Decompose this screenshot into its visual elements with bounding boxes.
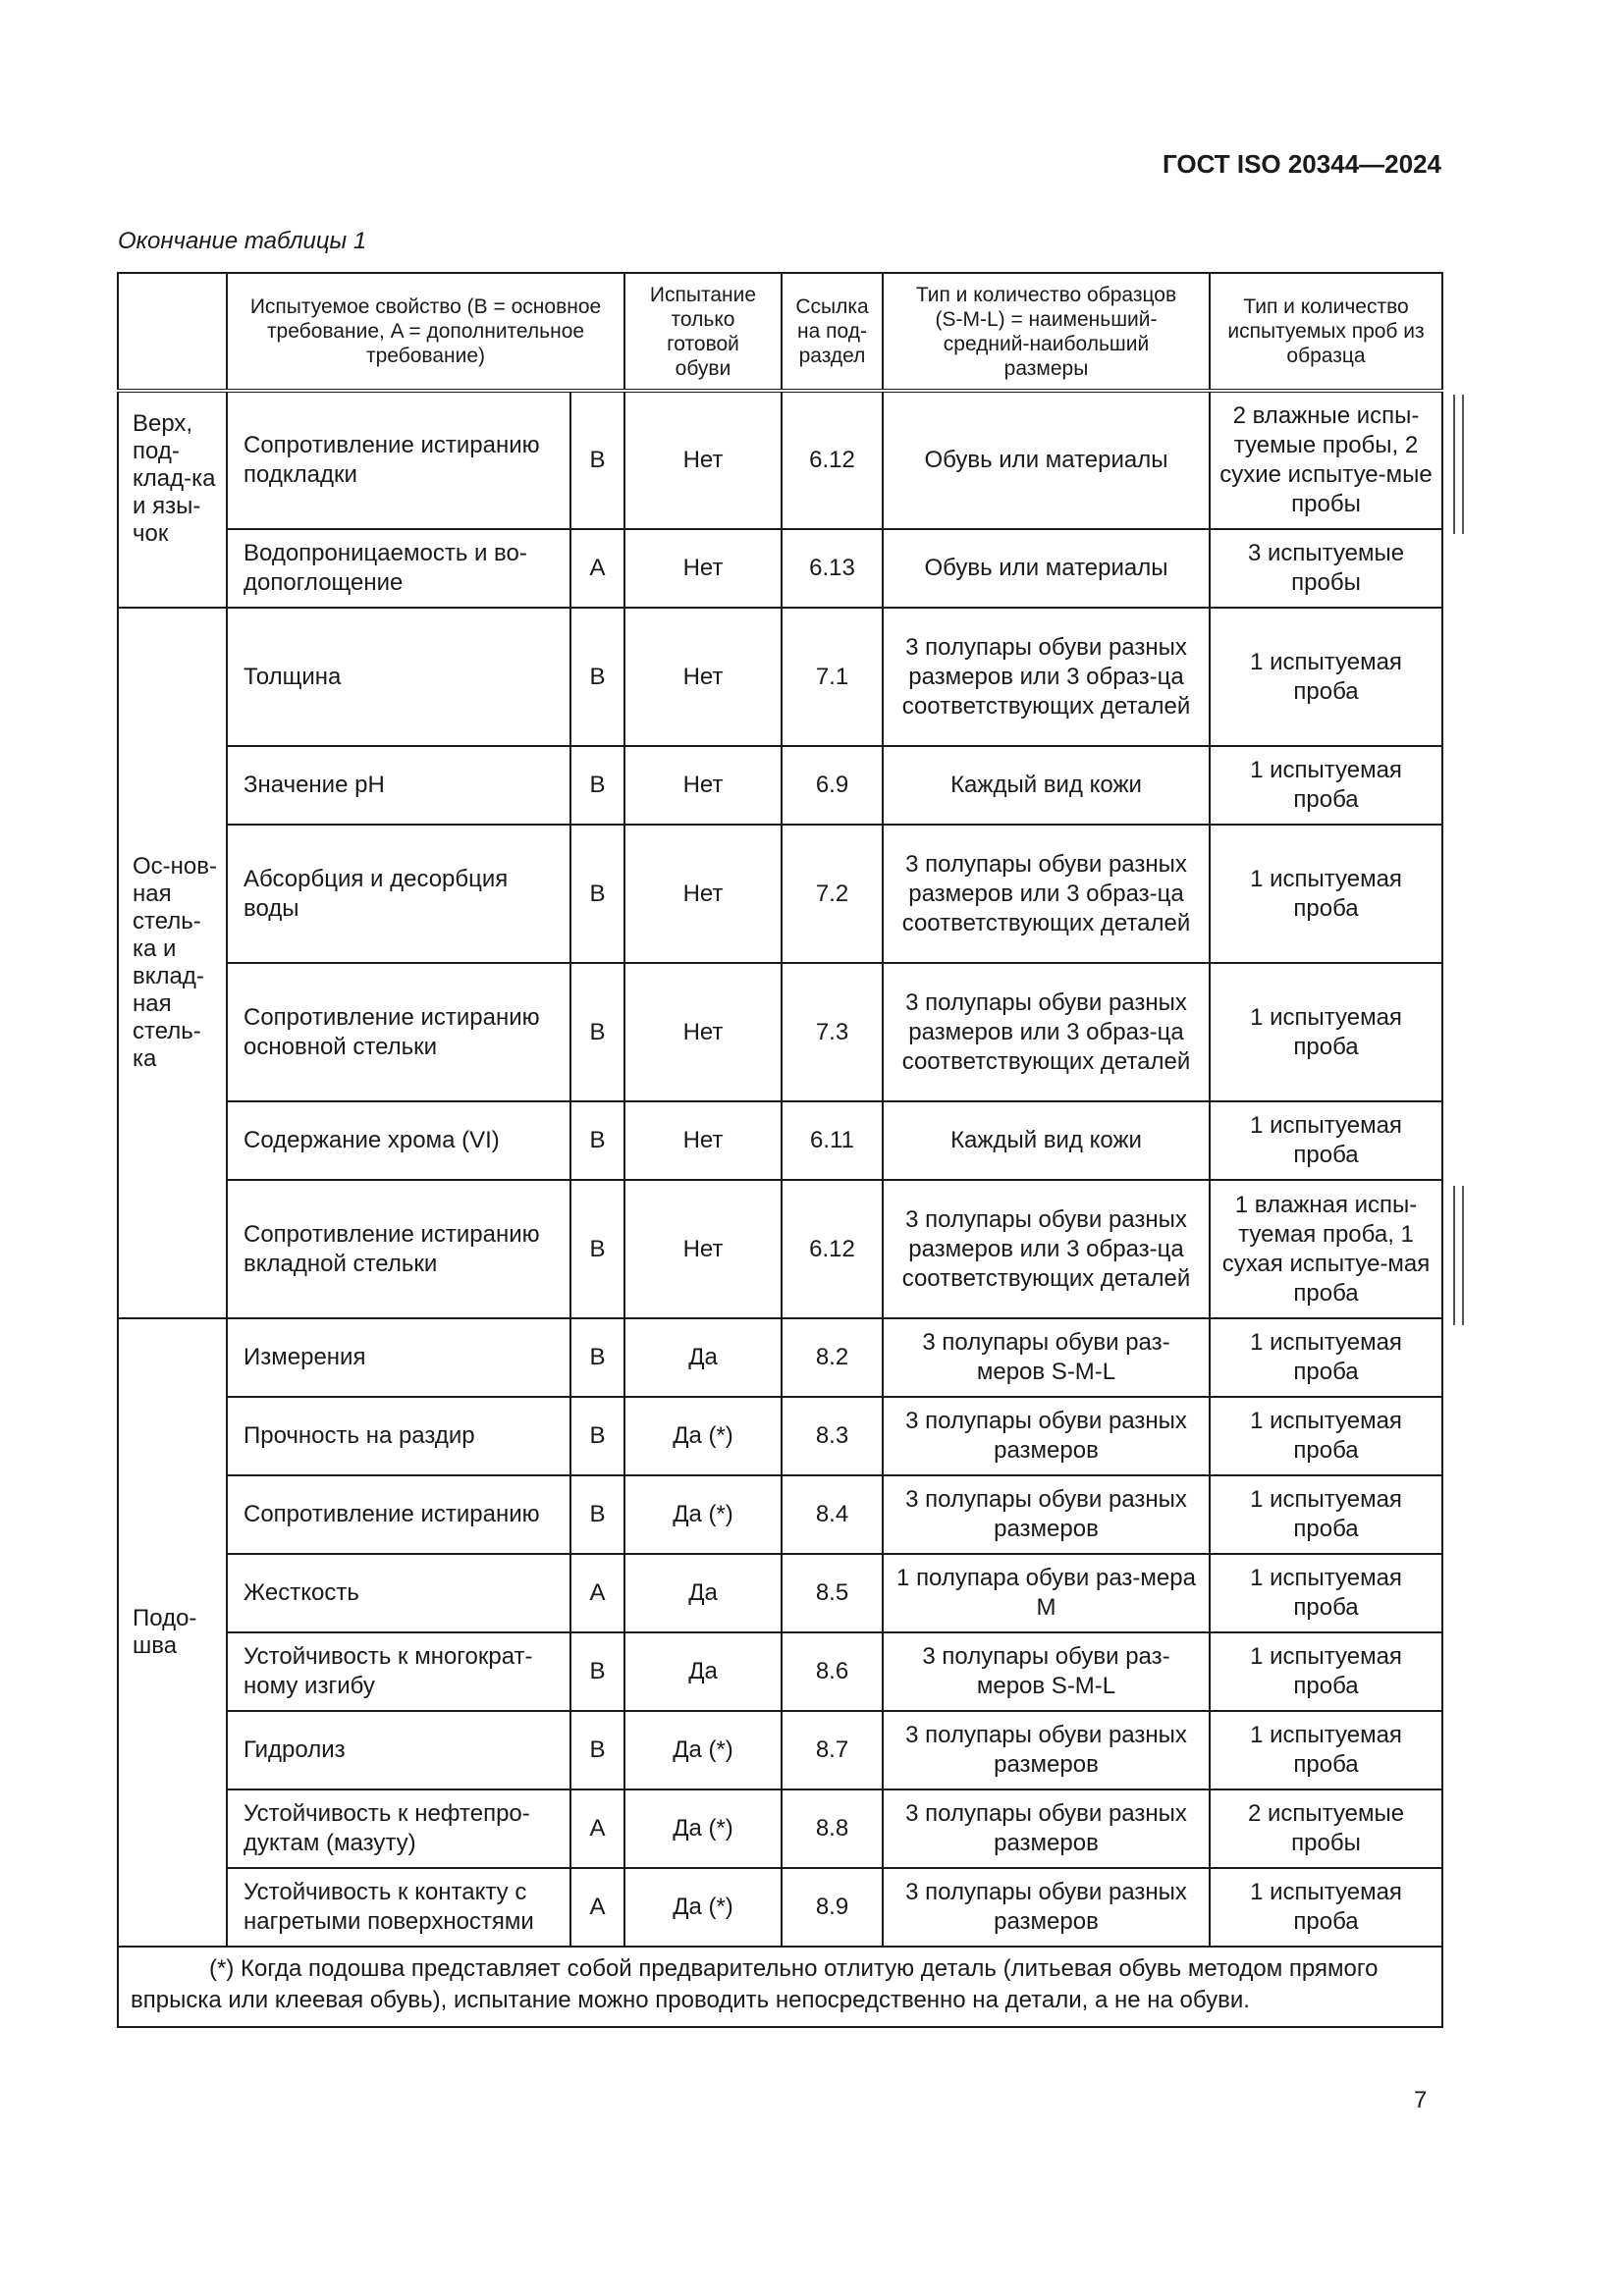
group-label-upper: Верх, под-клад-ка и язы-чок: [118, 391, 227, 608]
pieces-cell: 2 испытуемые пробы: [1210, 1789, 1442, 1868]
samples-cell: Каждый вид кожи: [883, 746, 1210, 825]
table-row: [118, 1711, 1442, 1789]
table-caption: Окончание таблицы 1: [118, 228, 367, 254]
group-label-insole: Ос-нов-ная стель-ка и вклад-ная стель-ка: [118, 608, 227, 1318]
header-test-pieces: Тип и количество испытуемых проб из образца: [1210, 273, 1442, 391]
subsection-cell: 6.12: [782, 1180, 883, 1318]
pieces-cell: 1 испытуемая проба: [1210, 1711, 1442, 1789]
samples-cell: 3 полупары обуви разных размеров: [883, 1711, 1210, 1789]
table-row: [118, 1318, 1442, 1397]
requirements-table: [117, 272, 1443, 2028]
subsection-cell: 8.3: [782, 1397, 883, 1475]
table-row: [118, 1397, 1442, 1475]
table-row: [118, 1554, 1442, 1632]
footnote-row: [118, 1947, 1442, 2027]
table-row: [118, 1868, 1442, 1947]
page-number: 7: [1414, 2087, 1428, 2113]
header-sample-type: Тип и количество образцов (S-M-L) = наименьший-средний-наибольший размеры: [883, 273, 1210, 391]
finished-only-cell: Нет: [624, 608, 782, 746]
table-row: [118, 1101, 1442, 1180]
subsection-cell: 8.9: [782, 1868, 883, 1947]
subsection-cell: 8.6: [782, 1632, 883, 1711]
finished-only-cell: Нет: [624, 391, 782, 529]
property-cell: Толщина: [227, 608, 570, 746]
finished-only-cell: Да: [624, 1554, 782, 1632]
standard-header: ГОСТ ISO 20344—2024: [1162, 149, 1441, 179]
requirement-cell: B: [570, 1180, 624, 1318]
samples-cell: 3 полупары обуви разных размеров: [883, 1789, 1210, 1868]
requirement-cell: B: [570, 963, 624, 1101]
revision-marker: [1453, 395, 1464, 534]
requirement-cell: B: [570, 1318, 624, 1397]
samples-cell: 3 полупары обуви разных размеров или 3 образ-ца соответствующих деталей: [883, 963, 1210, 1101]
finished-only-cell: Да (*): [624, 1868, 782, 1947]
table-row: [118, 746, 1442, 825]
subsection-cell: 6.9: [782, 746, 883, 825]
requirement-cell: B: [570, 746, 624, 825]
property-cell: Гидролиз: [227, 1711, 570, 1789]
subsection-cell: 6.13: [782, 529, 883, 608]
table-row: [118, 529, 1442, 608]
samples-cell: 3 полупары обуви разных размеров: [883, 1475, 1210, 1554]
finished-only-cell: Нет: [624, 1101, 782, 1180]
finished-only-cell: Да: [624, 1318, 782, 1397]
pieces-cell: 1 влажная испы-туемая проба, 1 сухая испытуе-мая проба: [1210, 1180, 1442, 1318]
requirement-cell: B: [570, 608, 624, 746]
header-subsection: Ссылка на под-раздел: [782, 273, 883, 391]
requirement-cell: A: [570, 1554, 624, 1632]
table-row: [118, 608, 1442, 746]
finished-only-cell: Да: [624, 1632, 782, 1711]
subsection-cell: 8.7: [782, 1711, 883, 1789]
finished-only-cell: Да (*): [624, 1789, 782, 1868]
pieces-cell: 2 влажные испы-туемые пробы, 2 сухие испытуе-мые пробы: [1210, 391, 1442, 529]
subsection-cell: 7.2: [782, 825, 883, 963]
footnote-cell: [118, 1947, 1442, 2027]
requirement-cell: B: [570, 1475, 624, 1554]
property-cell: Содержание хрома (VI): [227, 1101, 570, 1180]
property-cell: Устойчивость к нефтепро-дуктам (мазуту): [227, 1789, 570, 1868]
pieces-cell: 1 испытуемая проба: [1210, 1475, 1442, 1554]
requirement-cell: A: [570, 1868, 624, 1947]
pieces-cell: 1 испытуемая проба: [1210, 1318, 1442, 1397]
table-row: [118, 1475, 1442, 1554]
header-empty-cell: [118, 273, 227, 391]
pieces-cell: 3 испытуемые пробы: [1210, 529, 1442, 608]
pieces-cell: 1 испытуемая проба: [1210, 746, 1442, 825]
subsection-cell: 8.8: [782, 1789, 883, 1868]
subsection-cell: 7.1: [782, 608, 883, 746]
finished-only-cell: Да (*): [624, 1475, 782, 1554]
pieces-cell: 1 испытуемая проба: [1210, 1868, 1442, 1947]
pieces-cell: 1 испытуемая проба: [1210, 963, 1442, 1101]
pieces-cell: 1 испытуемая проба: [1210, 608, 1442, 746]
property-cell: Измерения: [227, 1318, 570, 1397]
finished-only-cell: Нет: [624, 746, 782, 825]
pieces-cell: 1 испытуемая проба: [1210, 1632, 1442, 1711]
property-cell: Жесткость: [227, 1554, 570, 1632]
requirement-cell: B: [570, 1711, 624, 1789]
table-row: [118, 1632, 1442, 1711]
table-row: [118, 1789, 1442, 1868]
property-cell: Устойчивость к многократ-ному изгибу: [227, 1632, 570, 1711]
requirement-cell: B: [570, 825, 624, 963]
subsection-cell: 8.5: [782, 1554, 883, 1632]
table-row: [118, 391, 1442, 529]
subsection-cell: 6.11: [782, 1101, 883, 1180]
property-cell: Сопротивление истиранию основной стельки: [227, 963, 570, 1101]
header-finished-only: Испытание только готовой обуви: [624, 273, 782, 391]
requirement-cell: B: [570, 1397, 624, 1475]
table-row: [118, 963, 1442, 1101]
subsection-cell: 6.12: [782, 391, 883, 529]
subsection-cell: 8.2: [782, 1318, 883, 1397]
finished-only-cell: Нет: [624, 825, 782, 963]
footnote-text: (*) Когда подошва представляет собой предварительно отлитую деталь (литьевая обувь методом прямого впрыска или клеевая обувь), испытание можно проводить непосредственно на детали, а не на обуви.: [131, 1955, 1379, 2013]
samples-cell: 3 полупары обуви раз-меров S-M-L: [883, 1632, 1210, 1711]
property-cell: Сопротивление истиранию подкладки: [227, 391, 570, 529]
samples-cell: 3 полупары обуви разных размеров или 3 образ-ца соответствующих деталей: [883, 1180, 1210, 1318]
samples-cell: 3 полупары обуви разных размеров или 3 образ-ца соответствующих деталей: [883, 825, 1210, 963]
samples-cell: 3 полупары обуви разных размеров: [883, 1397, 1210, 1475]
header-property: Испытуемое свойство (B = основное требование, A = дополнительное требование): [227, 273, 624, 391]
table-row: [118, 1180, 1442, 1318]
pieces-cell: 1 испытуемая проба: [1210, 1397, 1442, 1475]
requirement-cell: B: [570, 1101, 624, 1180]
pieces-cell: 1 испытуемая проба: [1210, 1554, 1442, 1632]
samples-cell: Каждый вид кожи: [883, 1101, 1210, 1180]
group-label-sole: Подо-шва: [118, 1318, 227, 1947]
finished-only-cell: Нет: [624, 1180, 782, 1318]
requirement-cell: A: [570, 1789, 624, 1868]
finished-only-cell: Да (*): [624, 1397, 782, 1475]
samples-cell: 3 полупары обуви раз-меров S-M-L: [883, 1318, 1210, 1397]
property-cell: Водопроницаемость и во-допоглощение: [227, 529, 570, 608]
property-cell: Устойчивость к контакту с нагретыми поверхностями: [227, 1868, 570, 1947]
pieces-cell: 1 испытуемая проба: [1210, 825, 1442, 963]
property-cell: Прочность на раздир: [227, 1397, 570, 1475]
finished-only-cell: Да (*): [624, 1711, 782, 1789]
samples-cell: Обувь или материалы: [883, 391, 1210, 529]
property-cell: Сопротивление истиранию: [227, 1475, 570, 1554]
samples-cell: Обувь или материалы: [883, 529, 1210, 608]
pieces-cell: 1 испытуемая проба: [1210, 1101, 1442, 1180]
subsection-cell: 7.3: [782, 963, 883, 1101]
property-cell: Абсорбция и десорбция воды: [227, 825, 570, 963]
finished-only-cell: Нет: [624, 963, 782, 1101]
finished-only-cell: Нет: [624, 529, 782, 608]
samples-cell: 1 полупара обуви раз-мера M: [883, 1554, 1210, 1632]
property-cell: Сопротивление истиранию вкладной стельки: [227, 1180, 570, 1318]
table-header-row: [118, 273, 1442, 391]
subsection-cell: 8.4: [782, 1475, 883, 1554]
table-row: [118, 825, 1442, 963]
requirement-cell: B: [570, 1632, 624, 1711]
revision-marker: [1453, 1186, 1464, 1325]
property-cell: Значение pH: [227, 746, 570, 825]
requirement-cell: A: [570, 529, 624, 608]
samples-cell: 3 полупары обуви разных размеров или 3 образ-ца соответствующих деталей: [883, 608, 1210, 746]
samples-cell: 3 полупары обуви разных размеров: [883, 1868, 1210, 1947]
requirement-cell: B: [570, 391, 624, 529]
